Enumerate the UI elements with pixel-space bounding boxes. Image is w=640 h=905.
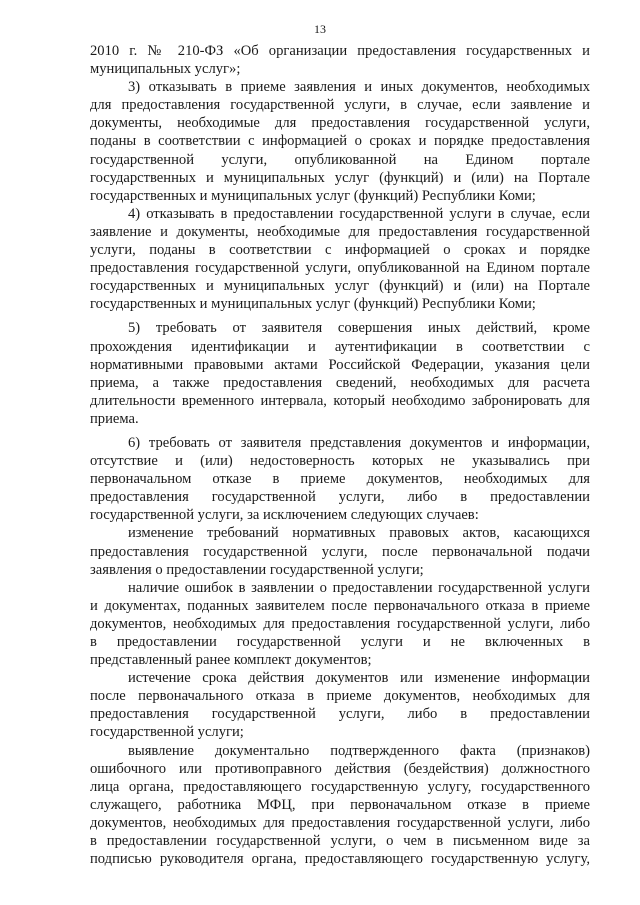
text-line: государственных и муниципальных услуг (функций) и (или) на Портале [90,169,590,186]
text-line: поданы в соответствии с информацией о сроках и порядке предоставления [90,133,590,150]
text-line: муниципальных услуг»; [90,61,241,78]
text-line: 4) отказывать в предоставлении государственной услуги в случае, если [128,205,590,222]
paragraph [90,42,590,78]
paragraph [90,78,590,205]
text-line: изменение требований нормативных правовых актов, касающихся [128,525,590,542]
text-line: государственных и муниципальных услуг (функций) Республики Коми; [90,296,536,313]
text-line: лица органа, предоставляющего государственную услугу, государственного [90,778,590,795]
text-line: государственной услуги; [90,724,244,741]
text-line: предоставления государственной услуги, после первоначальной подачи [90,543,590,560]
text-line: для предоставления государственной услуги, в случае, если заявление и [90,97,590,114]
text-line: длительности временного интервала, который необходимо забронировать для [90,392,590,409]
text-line: наличие ошибок в заявлении о предоставлении государственной услуги [128,579,590,596]
text-line: документы, необходимые для предоставления государственной услуги, [90,115,590,132]
text-line: заявления о предоставлении государственной услуги; [90,561,424,578]
text-line: государственных и муниципальных услуг (функций) и (или) на Портале [90,278,590,295]
text-line: в предоставлении государственной услуги и не включенных в [90,634,590,650]
document-body [90,42,590,868]
text-line: государственной услуги, за исключением следующих случаев: [90,507,479,524]
text-line: государственной услуги, опубликованной на Едином портале [90,151,590,168]
paragraph [90,205,590,314]
paragraph [90,579,590,669]
text-line: подписью руководителя органа, предоставляющего государственную услугу, [90,851,590,868]
text-line: приема. [90,410,139,427]
text-line: 5) требовать от заявителя совершения иных действий, кроме [128,320,590,337]
text-line: предоставления государственной услуги, либо в предоставлении [90,489,590,506]
text-line: заявление и документы, необходимые для предоставления государственной [90,223,590,240]
page-number: 13 [314,22,326,36]
paragraph [90,524,590,578]
text-line: услуги, поданы в соответствии с информацией о сроках и порядке [90,242,590,259]
text-line: отсутствие и (или) недостоверность которых не указывались при [90,453,590,470]
text-line: нормативными правовыми актами Российской Федерации, указания цели [90,356,590,373]
text-line: и документах, поданных заявителем после первоначального отказа в приеме [90,597,590,614]
paragraph [90,319,590,428]
text-line: 2010 г. № 210-ФЗ «Об организации предоставления государственных и [90,43,590,59]
text-line: первоначальном отказе в приеме документов, необходимых для [90,471,590,488]
text-line: государственных и муниципальных услуг (функций) Республики Коми; [90,187,536,204]
paragraph [90,434,590,524]
text-line: ошибочного или противоправного действия (бездействия) должностного [90,760,590,777]
text-line: служащего, работника МФЦ, при первоначальном отказе в приеме [90,796,590,813]
text-line: предоставления государственной услуги, либо в предоставлении [90,706,590,723]
text-line: выявление документально подтвержденного факта (признаков) [128,742,590,759]
text-line: 3) отказывать в приеме заявления и иных документов, необходимых [128,79,590,96]
text-line: истечение срока действия документов или изменение информации [128,670,590,687]
text-line: в предоставлении государственной услуги, о чем в письменном виде за [90,833,590,850]
text-line: 6) требовать от заявителя представления документов и информации, [128,434,590,451]
text-line: прохождения идентификации и аутентификации в соответствии с [90,338,590,355]
paragraph [90,742,590,869]
paragraph [90,669,590,741]
text-line: документов, необходимых для предоставления государственной услуги, либо [90,814,590,831]
text-line: приема, а также предоставления сведений, необходимых для расчета [90,374,590,391]
text-line: предоставления государственной услуги, опубликованной на Едином портале [90,260,590,277]
text-line: документов, необходимых для предоставления государственной услуги, либо [90,615,590,632]
text-line: представленный ранее комплект документов; [90,652,372,669]
text-line: после первоначального отказа в приеме документов, необходимых для [90,688,590,705]
